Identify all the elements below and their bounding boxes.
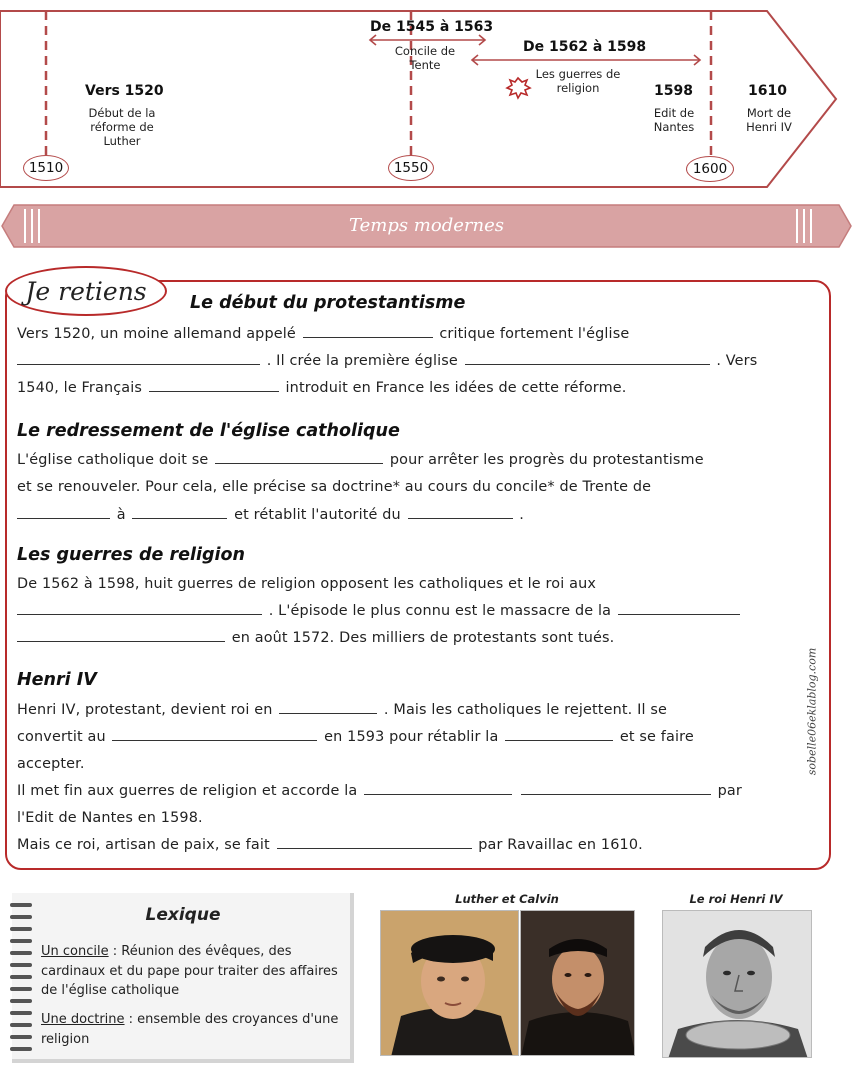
lexique-term: Une doctrine <box>41 1012 125 1027</box>
lexique-entry <box>41 942 341 1001</box>
section-title-redressement: Le redressement de l'église catholique <box>17 421 400 441</box>
lexique-title: Lexique <box>145 905 221 925</box>
timeline <box>0 0 853 195</box>
text-line: Henri IV, protestant, devient roi en . Mais les catholiques le rejettent. Il se <box>17 702 668 718</box>
lexique-card <box>12 893 354 1063</box>
spiral-ring <box>10 1047 32 1051</box>
blank-field[interactable] <box>17 353 260 365</box>
spiral-ring <box>10 1011 32 1015</box>
marker-1510: 1510 <box>23 155 69 181</box>
lexique-entry <box>41 1010 341 1049</box>
event-luther-text: Début de la réforme de Luther <box>88 106 156 148</box>
text-line: . L'épisode le plus connu est le massacre de la <box>17 603 742 619</box>
text-line: Il met fin aux guerres de religion et accorde la par <box>17 783 742 799</box>
blank-field[interactable] <box>465 353 710 365</box>
blank-field[interactable] <box>17 507 110 519</box>
blank-field[interactable] <box>277 837 472 849</box>
event-luther-year: Vers 1520 <box>85 83 164 99</box>
event-mort-text: Mort de Henri IV <box>746 106 792 134</box>
text-line: 1540, le Français introduit en France les idées de cette réforme. <box>17 380 627 396</box>
spiral-ring <box>10 951 32 955</box>
blank-field[interactable] <box>149 380 279 392</box>
section-title-protestantisme: Le début du protestantisme <box>190 293 466 313</box>
text-line: l'Edit de Nantes en 1598. <box>17 810 203 826</box>
blank-field[interactable] <box>408 507 513 519</box>
spiral-ring <box>10 1023 32 1027</box>
spiral-ring <box>10 987 32 991</box>
signature: sobelle06eklablog.com <box>805 647 819 776</box>
event-edit-text: Edit de Nantes <box>653 106 695 134</box>
caption-luther-calvin: Luther et Calvin <box>455 892 559 906</box>
event-concile-text: Concile de Tente <box>394 44 456 72</box>
text-line: à et rétablit l'autorité du . <box>17 507 524 523</box>
section-title-guerres: Les guerres de religion <box>17 545 246 565</box>
text-line: De 1562 à 1598, huit guerres de religion opposent les catholiques et le roi aux <box>17 576 597 592</box>
blank-field[interactable] <box>132 507 227 519</box>
text-line: L'église catholique doit se pour arrêter les progrès du protestantisme <box>17 452 704 468</box>
blank-field[interactable] <box>505 729 613 741</box>
text-line: en août 1572. Des milliers de protestants sont tués. <box>17 630 614 646</box>
blank-field[interactable] <box>364 783 512 795</box>
spiral-ring <box>10 939 32 943</box>
event-guerres-text: Les guerres de religion <box>535 67 621 95</box>
event-mort-year: 1610 <box>748 83 787 99</box>
blank-field[interactable] <box>279 702 377 714</box>
blank-field[interactable] <box>303 326 433 338</box>
caption-henri-iv: Le roi Henri IV <box>689 892 783 906</box>
text-line: et se renouveler. Pour cela, elle précise sa doctrine* au cours du concile* de Trente de <box>17 479 652 495</box>
marker-1600: 1600 <box>686 156 734 182</box>
spiral-ring <box>10 963 32 967</box>
calvin-portrait <box>520 910 635 1056</box>
henri-iv-portrait <box>662 910 812 1058</box>
event-edit-year: 1598 <box>654 83 693 99</box>
blank-field[interactable] <box>521 783 711 795</box>
event-concile-year: De 1545 à 1563 <box>370 19 494 35</box>
spiral-ring <box>10 927 32 931</box>
spiral-ring <box>10 999 32 1003</box>
lexique-definition: : ensemble des croyances d'une religion <box>41 1012 339 1047</box>
blank-field[interactable] <box>618 603 740 615</box>
text-line: . Il crée la première église . Vers <box>17 353 757 369</box>
lexique-term: Un concile <box>41 944 109 959</box>
blank-field[interactable] <box>215 452 383 464</box>
text-line: Mais ce roi, artisan de paix, se fait par Ravaillac en 1610. <box>17 837 643 853</box>
blank-field[interactable] <box>17 630 225 642</box>
section-title-henri-iv: Henri IV <box>17 670 97 690</box>
luther-portrait <box>380 910 519 1056</box>
banner-label: Temps modernes <box>349 215 504 236</box>
event-guerres-year: De 1562 à 1598 <box>523 39 647 55</box>
marker-1550: 1550 <box>388 155 434 181</box>
lexique-definition: : Réunion des évêques, des cardinaux et du pape pour traiter des affaires de l'église catholique <box>41 944 338 998</box>
retiens-tag: Je retiens <box>5 266 167 316</box>
blank-field[interactable] <box>17 603 262 615</box>
text-line: accepter. <box>17 756 85 772</box>
blank-field[interactable] <box>112 729 317 741</box>
spiral-ring <box>10 1035 32 1039</box>
text-line: Vers 1520, un moine allemand appelé critique fortement l'église <box>17 326 630 342</box>
spiral-ring <box>10 975 32 979</box>
text-line: convertit au en 1593 pour rétablir la et se faire <box>17 729 694 745</box>
